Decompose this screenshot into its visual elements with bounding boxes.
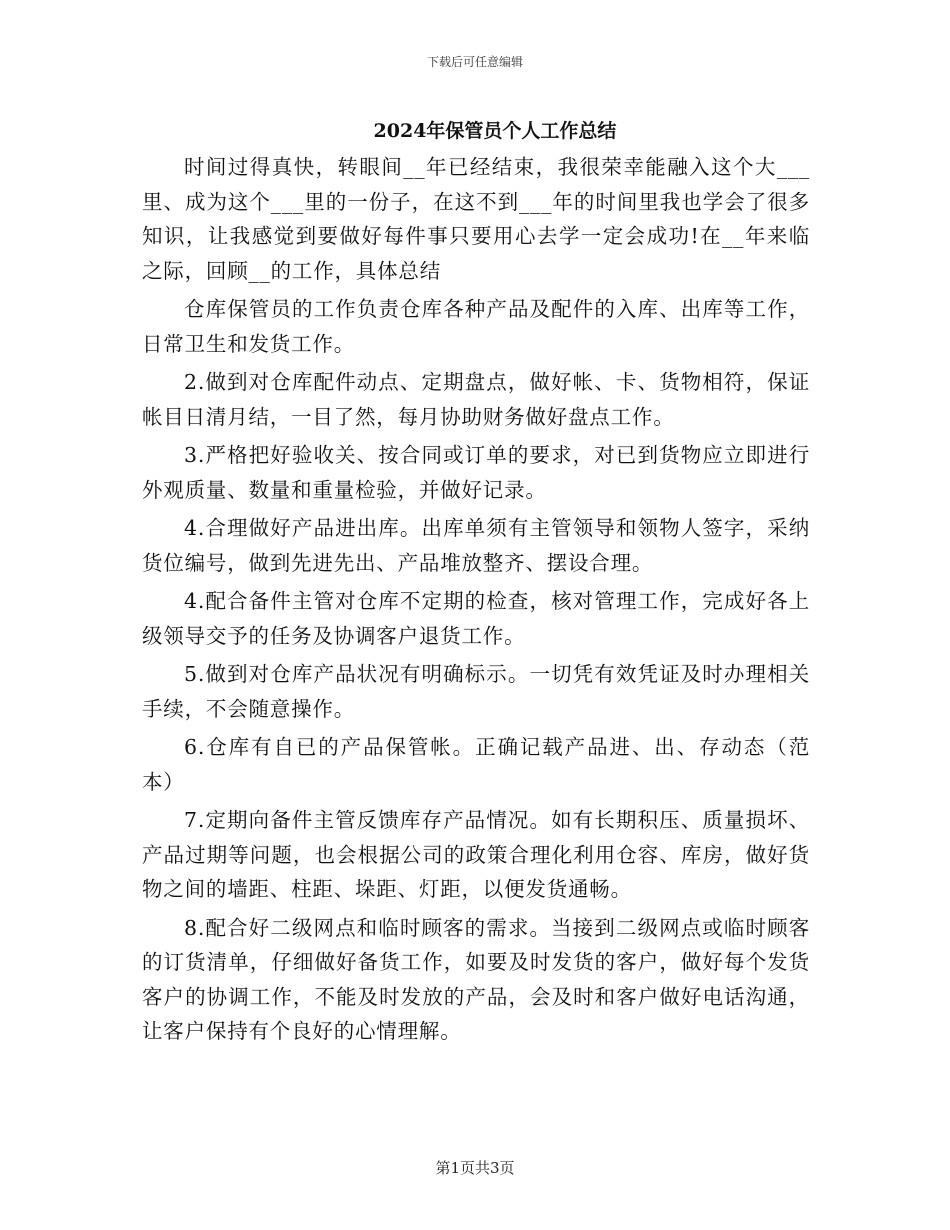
paragraph-item-4a: 4.合理做好产品进出库。出库单须有主管领导和领物人签字，采纳货位编号，做到先进先出、产品堆放整齐、摆设合理。 xyxy=(142,516,810,575)
page-number: 第1页共3页 xyxy=(435,1159,515,1177)
paragraph-item-4b: 4.配合备件主管对仓库不定期的检查，核对管理工作，完成好各上级领导交予的任务及协调客户退货工作。 xyxy=(142,589,810,648)
paragraph-duties: 仓库保管员的工作负责仓库各种产品及配件的入库、出库等工作，日常卫生和发货工作。 xyxy=(142,297,810,356)
paragraph-intro: 时间过得真快，转眼间__年已经结束，我很荣幸能融入这个大___里、成为这个___里的一份子，在这不到___年的时间里我也学会了很多知识，让我感觉到要做好每件事只要用心去学一定会成功!在__年来临之际，回顾__的工作，具体总结 xyxy=(142,155,810,283)
page-header-note: 下载后可任意编辑 xyxy=(426,55,523,69)
document-body xyxy=(142,150,810,1053)
paragraph-item-6: 6.仓库有自已的产品保管帐。正确记载产品进、出、存动态（范本） xyxy=(142,735,810,794)
document-title: 2024年保管员个人工作总结 xyxy=(373,120,617,142)
paragraph-item-2: 2.做到对仓库配件动点、定期盘点，做好帐、卡、货物相符，保证帐目日清月结，一目了然，每月协助财务做好盘点工作。 xyxy=(142,370,810,429)
paragraph-item-5: 5.做到对仓库产品状况有明确标示。一切凭有效凭证及时办理相关手续，不会随意操作。 xyxy=(142,662,810,721)
paragraph-item-7: 7.定期向备件主管反馈库存产品情况。如有长期积压、质量损坏、产品过期等问题，也会根据公司的政策合理化利用仓容、库房，做好货物之间的墙距、柱距、垛距、灯距，以便发货通畅。 xyxy=(142,808,810,901)
paragraph-item-3: 3.严格把好验收关、按合同或订单的要求，对已到货物应立即进行外观质量、数量和重量检验，并做好记录。 xyxy=(142,443,810,502)
paragraph-item-8: 8.配合好二级网点和临时顾客的需求。当接到二级网点或临时顾客的订货清单，仔细做好备货工作，如要及时发货的客户，做好每个发货客户的协调工作，不能及时发放的产品，会及时和客户做好电话沟通，让客户保持有个良好的心情理解。 xyxy=(142,915,810,1043)
